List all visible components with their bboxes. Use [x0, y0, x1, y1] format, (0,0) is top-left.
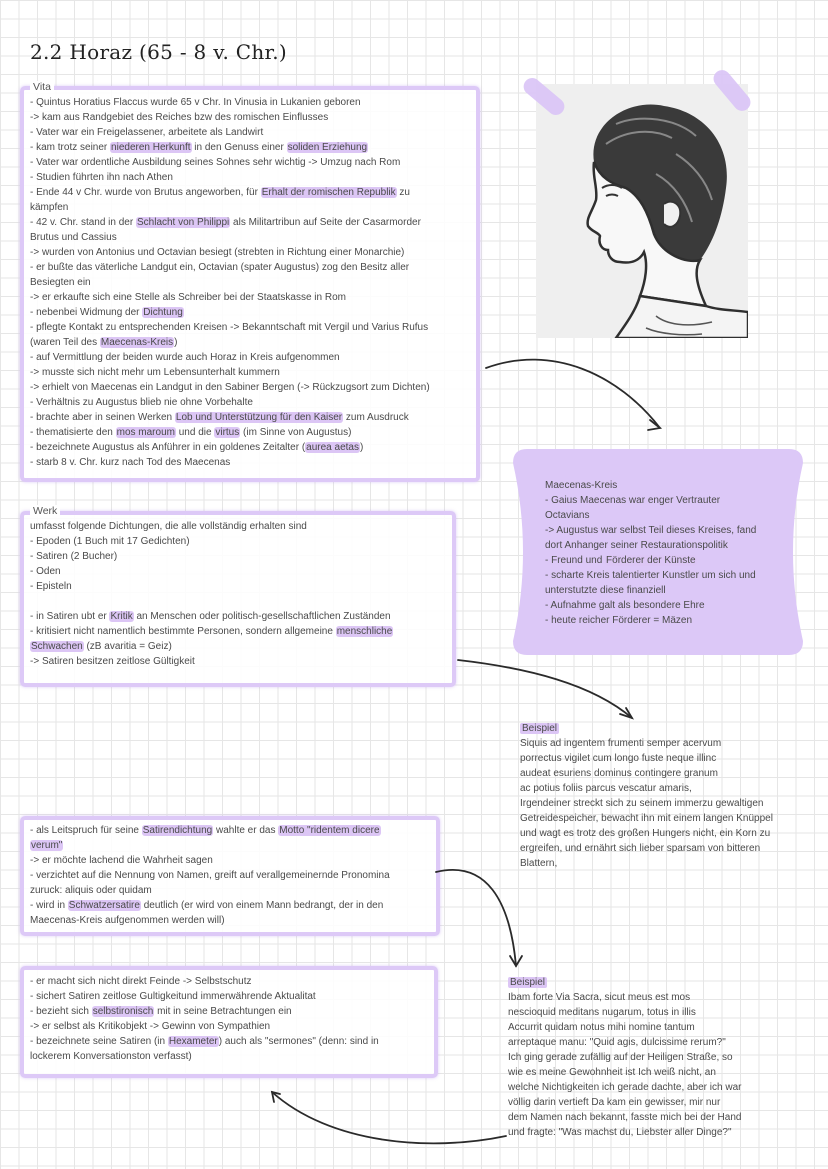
- text-segment: Maecenas-Kreis aufgenommen werden will): [30, 915, 225, 926]
- text-segment: - starb 8 v. Chr. kurz nach Tod des Maecenas: [30, 457, 231, 468]
- text-segment: - thematisierte den: [30, 427, 116, 438]
- text-segment: kämpfen: [30, 202, 69, 213]
- text-segment: - nebenbei Widmung der: [30, 307, 143, 318]
- text-segment: und wagt es trotz des großen Hungers nicht, ein Korn zu: [520, 828, 771, 839]
- text-segment: ac potius foliis parcus vescatur amaris,: [520, 783, 692, 794]
- text-segment: - pflegte Kontakt zu entsprechenden Kreisen -> Bekanntschaft mit Vergil und Varius Rufus: [30, 322, 429, 333]
- highlighted-term: menschliche: [336, 626, 393, 637]
- text-segment: in den Genuss einer: [191, 142, 287, 153]
- text-segment: umfasst folgende Dichtungen, die alle vollständig erhalten sind: [30, 521, 307, 532]
- text-segment: - in Satiren ubt er: [30, 611, 110, 622]
- text-segment: Maecenas-Kreis: [545, 480, 618, 491]
- highlighted-term: mos maroum: [116, 427, 175, 438]
- highlighted-term: Satirendichtung: [142, 825, 213, 836]
- text-segment: an Menschen oder politisch-gesellschaftlichen Zuständen: [133, 611, 391, 622]
- text-segment: -> er erkaufte sich eine Stelle als Schreiber bei der Staatskasse in Rom: [30, 292, 346, 303]
- text-segment: - wird in: [30, 900, 68, 911]
- text-segment: deutlich (er wird von einem Mann bedrangt, der in den: [140, 900, 384, 911]
- text-segment: - Gaius Maecenas war enger Vertrauter: [545, 495, 721, 506]
- text-segment: wie es meine Gewohnheit ist Ich weiß nicht, an: [508, 1067, 716, 1078]
- text-segment: unterstutzte diese finanziell: [545, 585, 666, 596]
- text-segment: und fragte: "Was machst du, Liebster aller Dinge?": [508, 1127, 732, 1138]
- highlighted-term: Motto "ridentem dicere: [279, 825, 380, 836]
- text-segment: (im Sinne von Augustus): [240, 427, 352, 438]
- text-segment: (zB avaritia = Geiz): [83, 641, 172, 652]
- text-segment: zuruck: aliquis oder quidam: [30, 885, 152, 896]
- text-segment: ergreifen, und ernährt sich lieber sparsam von bitteren: [520, 843, 761, 854]
- arrow-beispiel2-to-feinde: [272, 1092, 506, 1143]
- text-segment: -> wurden von Antonius und Octavian besiegt (strebten in Richtung einer Monarchie): [30, 247, 405, 258]
- text-segment: - heute reicher Förderer = Mäzen: [545, 615, 693, 626]
- page-title: 2.2 Horaz (65 - 8 v. Chr.): [30, 40, 287, 64]
- text-segment: - Freund und: [545, 555, 606, 566]
- text-segment: Octavians: [545, 510, 590, 521]
- text-segment: - Vater war ein Freigelassener, arbeitete als Landwirt: [30, 127, 264, 138]
- text-segment: - Satiren (2 Bucher): [30, 551, 118, 562]
- text-segment: Getreidespeicher, bewacht ihn mit einem langen Knüppel: [520, 813, 773, 824]
- text-segment: nescioquid meditans nugarum, totus in illis: [508, 1007, 696, 1018]
- text-segment: - Oden: [30, 566, 61, 577]
- text-segment: - bezeichnete seine Satiren (in: [30, 1036, 168, 1047]
- highlighted-term: Schlacht von Philippi: [136, 217, 230, 228]
- text-segment: - scharte Kreis talentierter Kunstler um sich und: [545, 570, 756, 581]
- highlighted-term: aurea aetas: [306, 442, 359, 453]
- text-segment: Besiegten ein: [30, 277, 91, 288]
- text-segment: (waren Teil des: [30, 337, 100, 348]
- text-segment: dem Namen nach bekannt, fasste mich bei der Hand: [508, 1112, 742, 1123]
- highlighted-term: virtus: [215, 427, 240, 438]
- text-segment: - kam trotz seiner: [30, 142, 111, 153]
- text-segment: Ibam forte Via Sacra, sicut meus est mos: [508, 992, 691, 1003]
- text-segment: ): [174, 337, 178, 348]
- highlighted-term: selbstironisch: [92, 1006, 154, 1017]
- beispiel-1-label: Beispiel: [522, 723, 558, 734]
- text-segment: Irgendeiner streckt sich zu seinem immerzu gewaltigen: [520, 798, 764, 809]
- text-segment: und die: [175, 427, 215, 438]
- text-segment: wahlte er das: [213, 825, 279, 836]
- text-segment: - brachte aber in seinen Werken: [30, 412, 175, 423]
- text-segment: - Studien führten ihn nach Athen: [30, 172, 173, 183]
- text-segment: ): [360, 442, 364, 453]
- text-segment: Blattern,: [520, 858, 558, 869]
- text-segment: - Verhältnis zu Augustus blieb nie ohne Vorbehalte: [30, 397, 253, 408]
- text-segment: -> Augustus war selbst Teil dieses Kreises, fand: [545, 525, 757, 536]
- text-segment: zu: [396, 187, 410, 198]
- text-segment: ) auch als "sermones" (denn: sind in: [218, 1036, 379, 1047]
- text-segment: - als Leitspruch für seine: [30, 825, 142, 836]
- arrow-motto-to-beispiel2: [436, 870, 516, 966]
- highlighted-term: niederen Herkunft: [111, 142, 191, 153]
- vita-label: Vita: [30, 81, 54, 93]
- arrow-vita-to-maecenas: [486, 360, 660, 428]
- text-segment: - verzichtet auf die Nennung von Namen, greift auf verallgemeinernde Pronomina: [30, 870, 390, 881]
- highlighted-term: Kritik: [110, 611, 133, 622]
- text-segment: -> kam aus Randgebiet des Reiches bzw des romischen Einflusses: [30, 112, 329, 123]
- text-segment: - kritisiert nicht namentlich bestimmte Personen, sondern allgemeine: [30, 626, 336, 637]
- highlighted-term: Dichtung: [143, 307, 183, 318]
- text-segment: audeat esuriens dominus contingere granum: [520, 768, 718, 779]
- text-segment: dort Anhanger seiner Restaurationspolitik: [545, 540, 728, 551]
- text-segment: völlig darin vertieft Da kam ein gewisser, mir nur: [508, 1097, 721, 1108]
- text-segment: lockerem Konversationston verfasst): [30, 1051, 192, 1062]
- arrow-werk-to-beispiel: [458, 660, 632, 718]
- text-segment: Brutus und Cassius: [30, 232, 117, 243]
- text-segment: -> er möchte lachend die Wahrheit sagen: [30, 855, 213, 866]
- highlighted-term: Lob und Unterstützung für den Kaiser: [175, 412, 343, 423]
- text-segment: - 42 v. Chr. stand in der: [30, 217, 136, 228]
- text-segment: porrectus vigilet cum longo fuste neque illinc: [520, 753, 717, 764]
- text-segment: als Militartribun auf Seite der Casarmorder: [230, 217, 421, 228]
- text-segment: -> er selbst als Kritikobjekt -> Gewinn von Sympathien: [30, 1021, 271, 1032]
- highlighted-term: Förderer der Künste: [606, 555, 696, 566]
- text-segment: Accurrit quidam notus mihi nomine tantum: [508, 1022, 695, 1033]
- text-segment: - Epoden (1 Buch mit 17 Gedichten): [30, 536, 190, 547]
- highlighted-term: Maecenas-Kreis: [100, 337, 174, 348]
- text-segment: mit in seine Betrachtungen ein: [154, 1006, 292, 1017]
- text-segment: - Quintus Horatius Flaccus wurde 65 v Chr. In Vinusia in Lukanien geboren: [30, 97, 361, 108]
- text-segment: welche Nichtigkeiten ich gerade dachte, aber ich war: [508, 1082, 742, 1093]
- text-segment: - sichert Satiren zeitlose Gultigkeitund immerwährende Aktualitat: [30, 991, 316, 1002]
- text-segment: - bezieht sich: [30, 1006, 92, 1017]
- text-segment: - Ende 44 v Chr. wurde von Brutus angeworben, für: [30, 187, 261, 198]
- text-segment: -> erhielt von Maecenas ein Landgut in den Sabiner Bergen (-> Rückzugsort zum Dichten): [30, 382, 430, 393]
- text-segment: - er bußte das väterliche Landgut ein, Octavian (spater Augustus) zog den Besitz aller: [30, 262, 410, 273]
- text-segment: - Aufnahme galt als besondere Ehre: [545, 600, 705, 611]
- highlighted-term: soliden Erziehung: [287, 142, 368, 153]
- text-segment: zum Ausdruck: [343, 412, 409, 423]
- text-segment: - auf Vermittlung der beiden wurde auch Horaz in Kreis aufgenommen: [30, 352, 340, 363]
- text-segment: - bezeichnete Augustus als Anführer in ein goldenes Zeitalter (: [30, 442, 306, 453]
- highlighted-term: verum": [31, 840, 63, 851]
- text-segment: - Vater war ordentliche Ausbildung seines Sohnes sehr wichtig -> Umzug nach Rom: [30, 157, 401, 168]
- text-segment: -> musste sich nicht mehr um Lebensunterhalt kummern: [30, 367, 280, 378]
- beispiel-2-label: Beispiel: [510, 977, 546, 988]
- werk-label: Werk: [30, 505, 60, 517]
- text-segment: -> Satiren besitzen zeitlose Gültigkeit: [30, 656, 195, 667]
- text-segment: Ich ging gerade zufällig auf der Heiligen Straße, so: [508, 1052, 733, 1063]
- highlighted-term: Schwatzersatire: [68, 900, 140, 911]
- highlighted-term: Erhalt der romischen Republik: [261, 187, 396, 198]
- text-segment: arreptaque manu: "Quid agis, dulcissime rerum?": [508, 1037, 726, 1048]
- highlighted-term: Schwachen: [31, 641, 83, 652]
- text-segment: Siquis ad ingentem frumenti semper acervum: [520, 738, 722, 749]
- text-segment: - Episteln: [30, 581, 72, 592]
- text-segment: - er macht sich nicht direkt Feinde -> Selbstschutz: [30, 976, 252, 987]
- highlighted-term: Hexameter: [168, 1036, 218, 1047]
